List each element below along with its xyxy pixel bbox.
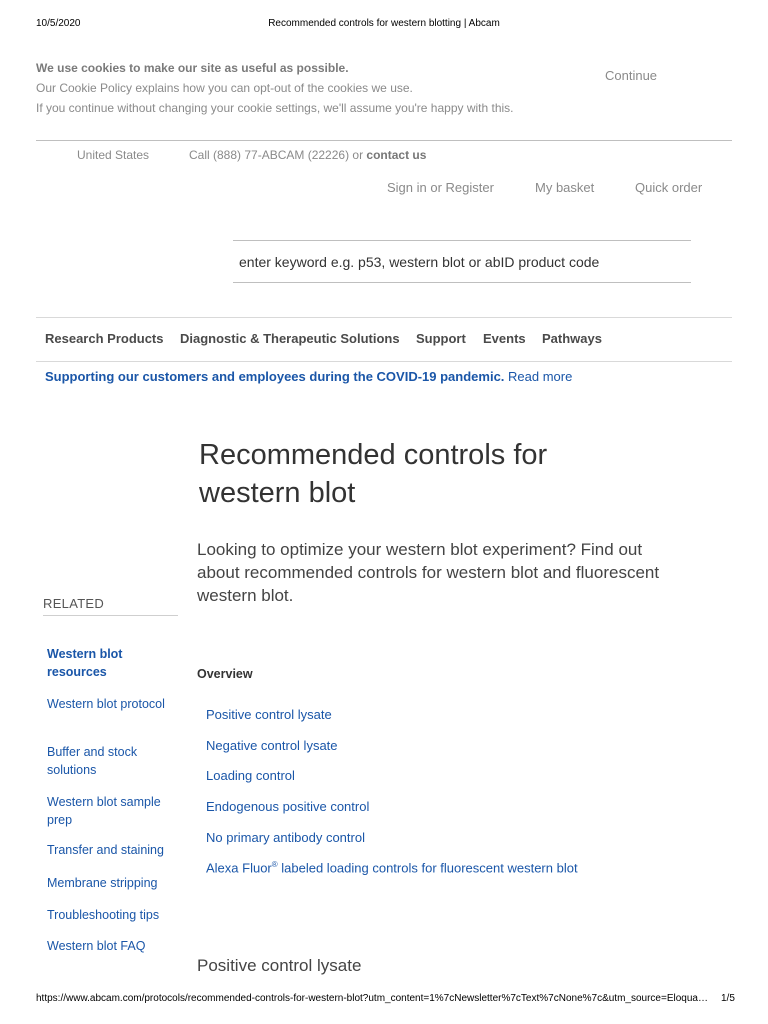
topbar (77, 148, 427, 162)
divider (43, 615, 178, 616)
sidebar-item-western-blot-protocol[interactable]: Western blot protocol (47, 697, 165, 711)
cookie-heading: We use cookies to make our site as useful as possible. (36, 61, 349, 75)
contact-us-link[interactable]: contact us (366, 148, 427, 162)
cookie-policy-text: Our Cookie Policy explains how you can opt-out of the cookies we use. (36, 81, 413, 95)
cookie-consent-text: If you continue without changing your cookie settings, we'll assume you're happy with this. (36, 101, 514, 115)
toc-loading-control[interactable]: Loading control (206, 768, 295, 783)
nav-diagnostic-therapeutic[interactable]: Diagnostic & Therapeutic Solutions (180, 331, 400, 346)
call-info (189, 148, 426, 162)
section-heading: Positive control lysate (197, 956, 362, 975)
covid-text: Supporting our customers and employees during the COVID-19 pandemic. (45, 369, 505, 384)
sidebar-item-western-blot-faq[interactable]: Western blot FAQ (47, 939, 146, 953)
search-box (233, 240, 691, 283)
overview-heading: Overview (197, 667, 253, 681)
sign-in-register-link[interactable]: Sign in or Register (387, 180, 494, 195)
alexa-suffix: labeled loading controls for fluorescent western blot (277, 860, 578, 876)
print-doc-title: Recommended controls for western blotting | Abcam (268, 18, 500, 29)
region-selector[interactable]: United States (77, 148, 150, 162)
page-title: Recommended controls for western blot (199, 439, 548, 509)
sidebar-item-troubleshooting-tips[interactable]: Troubleshooting tips (47, 908, 160, 922)
toc-alexa-fluor-loading-controls[interactable] (206, 860, 578, 875)
quick-order-link[interactable]: Quick order (635, 180, 703, 195)
search-input[interactable] (233, 241, 691, 282)
page-intro: Looking to optimize your western blot experiment? Find out about recommended controls for western blot and fluorescent western blot. (197, 540, 660, 605)
divider (36, 361, 732, 362)
nav-research-products[interactable]: Research Products (45, 331, 164, 346)
related-heading: RELATED (43, 596, 105, 611)
alexa-prefix: Alexa Fluor (206, 860, 272, 876)
registered-mark: ® (271, 860, 278, 869)
sidebar-item-sample-prep[interactable]: Western blot sample prep (47, 795, 161, 827)
divider (36, 317, 732, 318)
sidebar-item-transfer-staining[interactable]: Transfer and staining (47, 843, 164, 857)
read-more-link[interactable]: Read more (508, 369, 573, 384)
toc-no-primary-antibody-control[interactable]: No primary antibody control (206, 830, 365, 845)
toc-endogenous-positive-control[interactable]: Endogenous positive control (206, 799, 370, 814)
toc-positive-control-lysate[interactable]: Positive control lysate (206, 707, 332, 722)
cookie-continue-button[interactable]: Continue (605, 68, 658, 83)
call-text: Call (888) 77-ABCAM (22226) or (189, 148, 364, 162)
nav-pathways[interactable]: Pathways (542, 331, 602, 346)
covid-notice (45, 369, 572, 384)
divider (36, 140, 732, 141)
nav-support[interactable]: Support (416, 331, 466, 346)
toc-negative-control-lysate[interactable]: Negative control lysate (206, 738, 338, 753)
my-basket-link[interactable]: My basket (535, 180, 595, 195)
cookie-banner (36, 58, 732, 118)
sidebar-item-membrane-stripping[interactable]: Membrane stripping (47, 876, 158, 890)
nav-events[interactable]: Events (483, 331, 526, 346)
print-url: https://www.abcam.com/protocols/recommended-controls-for-western-blot?utm_content=1%7cNewsletter%7cText%7cNone%7c&utm_source=Eloqua… (36, 993, 708, 1004)
print-page-number: 1/5 (721, 993, 735, 1004)
print-date: 10/5/2020 (36, 18, 81, 29)
sidebar-item-western-blot-resources[interactable]: Western blot resources (47, 647, 123, 679)
sidebar-item-buffer-stock-solutions[interactable]: Buffer and stock solutions (47, 745, 138, 777)
